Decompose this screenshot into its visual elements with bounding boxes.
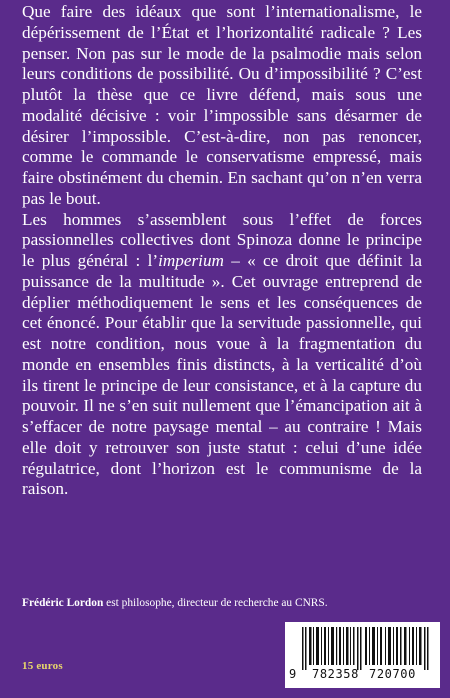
barcode-box: [285, 622, 440, 688]
paragraph-2-body: – « ce droit que définit la puissance de la multitude ». Cet ouvrage entreprend de déplier méthodiquement le sens et les conséquences de cet énoncé. Pour établir que la servitude passionnelle, qui est notre condition, nous voue à la fragmentation du monde en ensembles finis distincts, à la verticalité d’où ils tirent le principe de leur consistance, et à la capture du pouvoir. Il ne s’en suit nullement que l’émancipation ait à s’effacer de notre paysage mental – au contraire ! Mais elle doit y retrouver son juste statut : celui d’une idée régulatrice, dont l’horizon est le communisme de la raison.: [22, 251, 422, 499]
blurb-paragraph-2: [22, 210, 422, 501]
paragraph-2-lead: Les hommes s’assemblent sous l’effet de forces passionnelles collectives dont Spinoza donne le principe le plus général : l’: [22, 209, 422, 270]
barcode-group-1: 782358: [312, 667, 359, 681]
back-cover-blurb: [22, 2, 422, 500]
price-label: 15 euros: [22, 660, 63, 672]
author-bio: est philosophe, directeur de recherche au CNRS.: [103, 597, 328, 609]
blurb-paragraph-1: Que faire des idéaux que sont l’internationalisme, le dépérissement de l’État et l’horizontalité radicale ? Les penser. Non pas sur le mode de la psalmodie mais selon leurs conditions de possibilité. Ou d’impossibilité ? C’est plutôt la thèse que ce livre défend, mais sous une modalité décisive : voir l’impossible sans désarmer de désirer l’impossible. C’est-à-dire, non pas renoncer, comme le commande le conservatisme empressé, mais faire obstinément du chemin. En sachant qu’on n’en verra pas le bout.: [22, 2, 422, 208]
author-name: Frédéric Lordon: [22, 597, 104, 609]
imperium-term: imperium: [158, 251, 224, 270]
barcode-icon: [301, 627, 430, 671]
barcode-group-2: 720700: [369, 667, 416, 681]
author-bio-line: [22, 596, 432, 610]
barcode-prefix-digit: 9: [289, 667, 297, 681]
